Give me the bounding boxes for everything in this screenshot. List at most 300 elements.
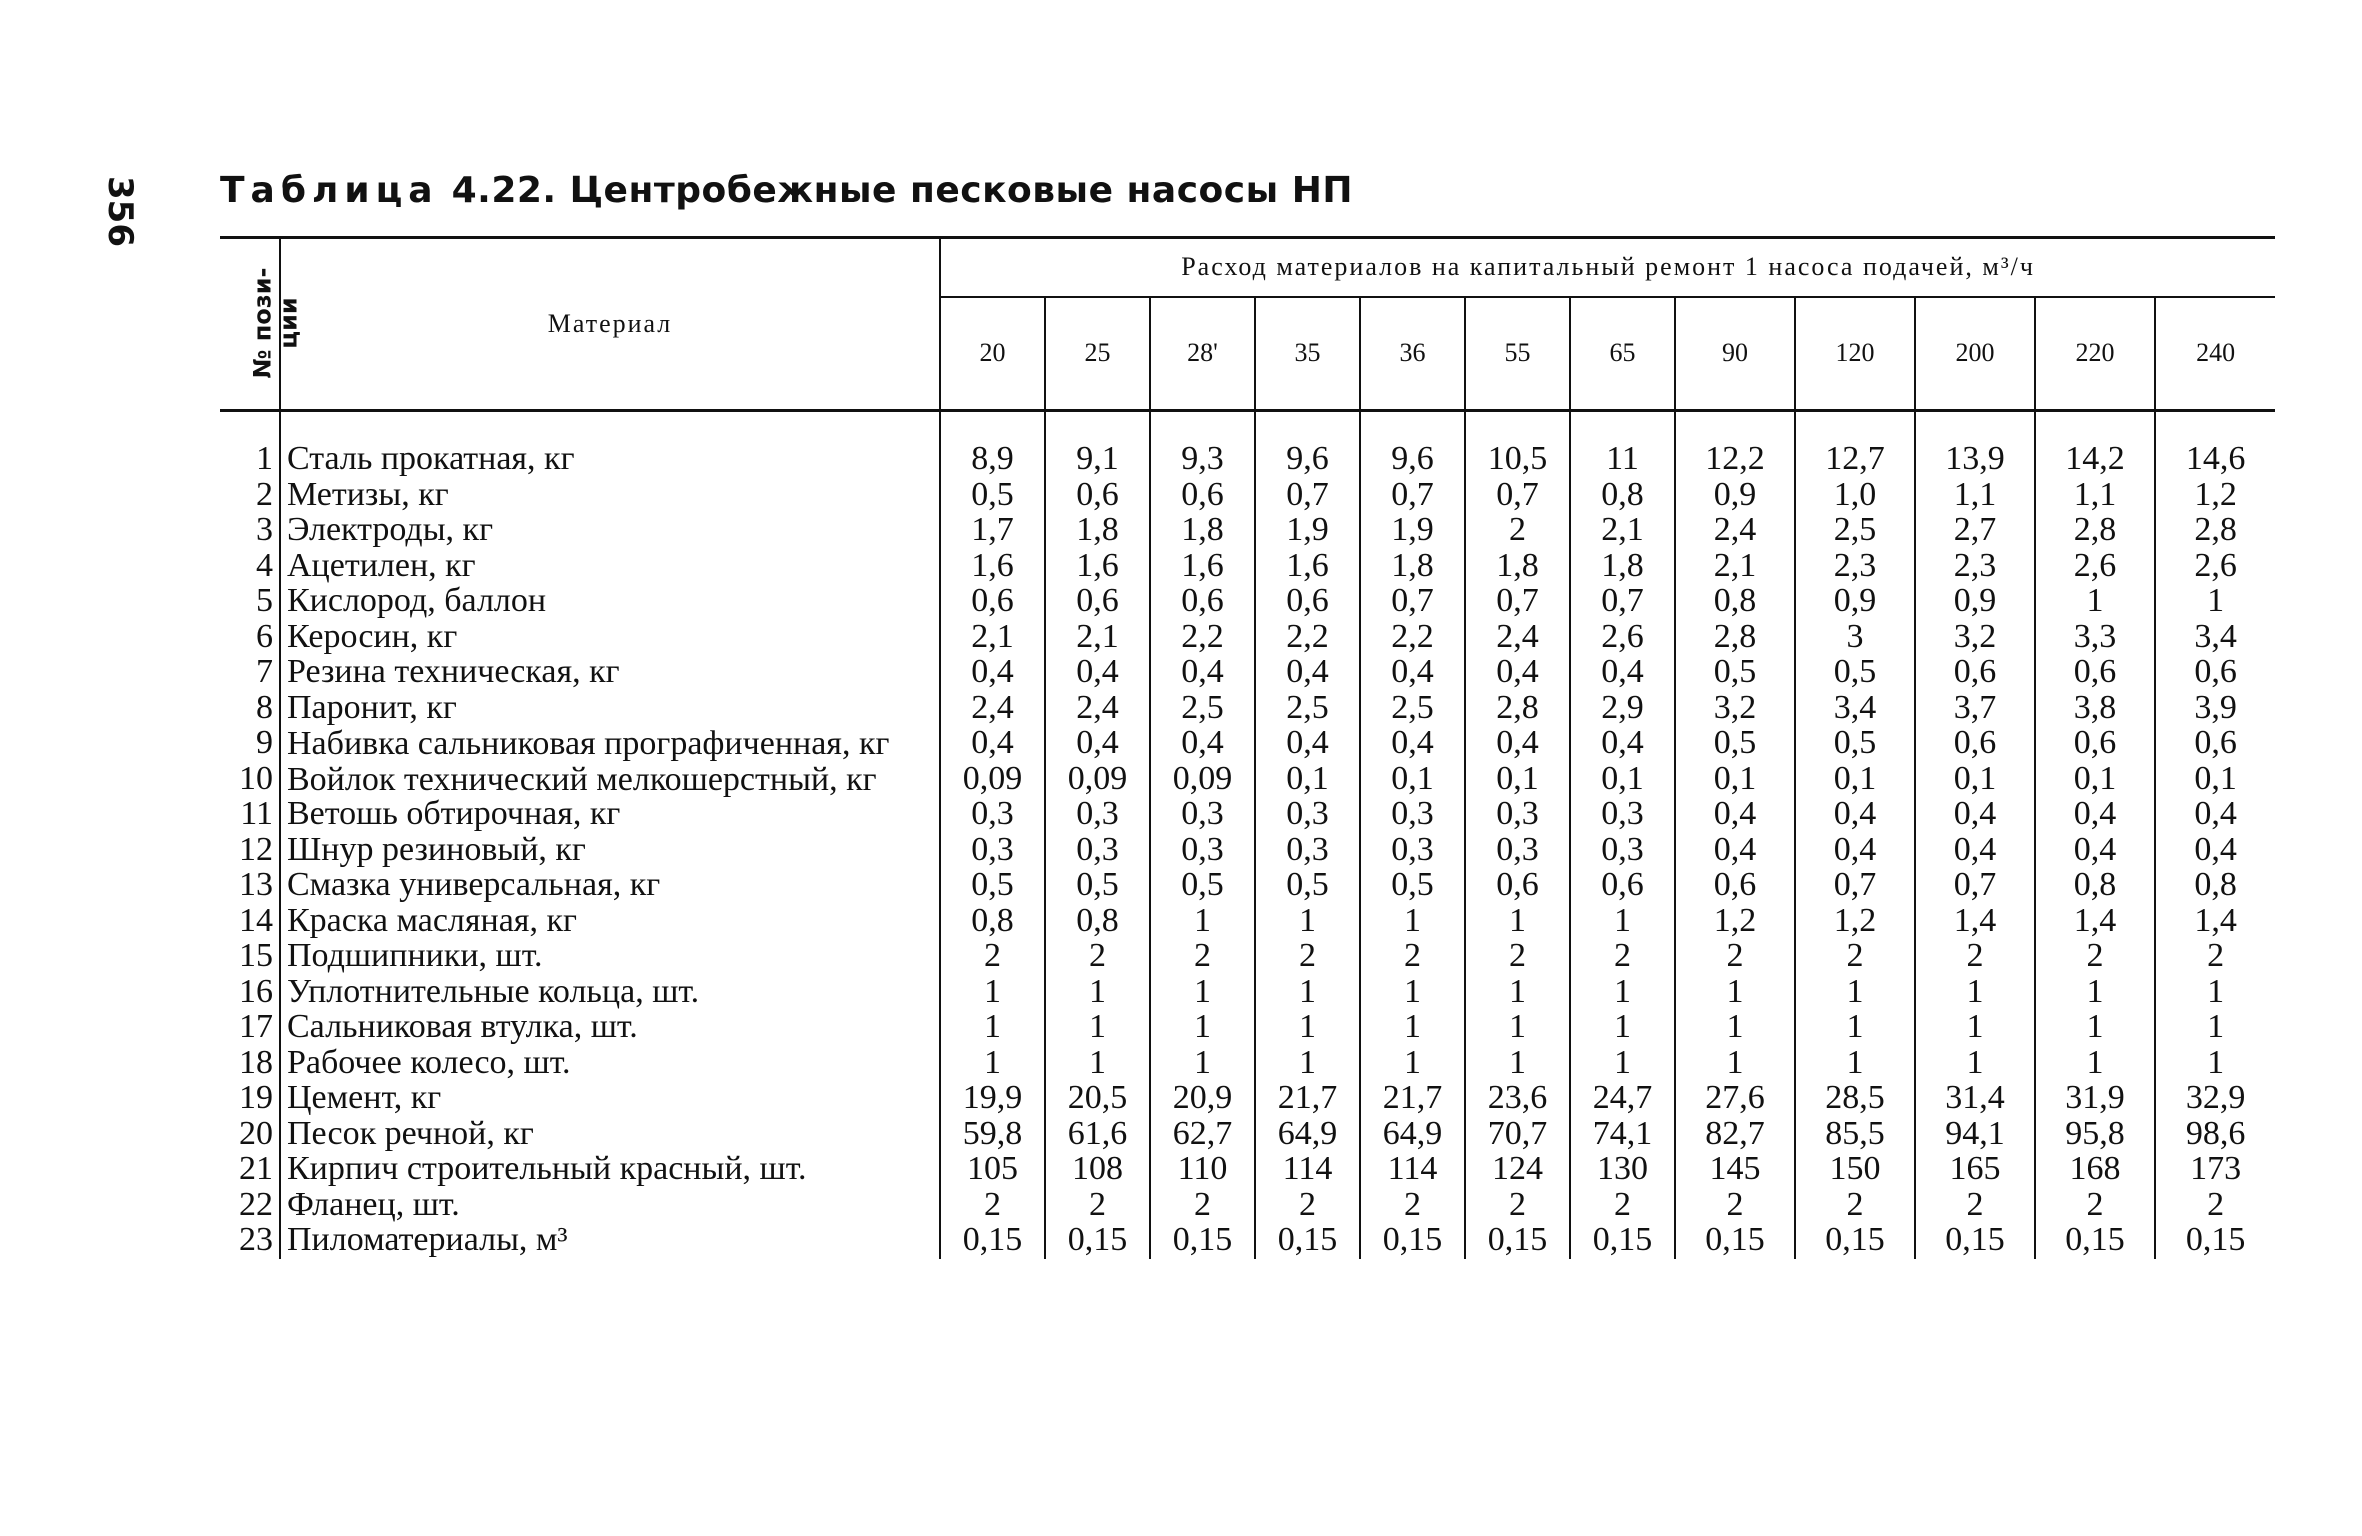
consumption-value: 0,5 [1360, 868, 1465, 904]
position-number: 17 [239, 1008, 273, 1045]
position-header-line1: № пози- [248, 267, 277, 379]
consumption-value: 9,3 [1150, 411, 1255, 478]
consumption-value: 1 [1915, 1046, 2035, 1082]
consumption-value: 64,9 [1360, 1117, 1465, 1153]
table-row [220, 904, 2275, 940]
consumption-value: 0,1 [1465, 762, 1570, 798]
consumption-value: 1 [2035, 975, 2155, 1011]
position-number: 16 [239, 972, 273, 1010]
consumption-value: 0,3 [1045, 797, 1150, 833]
consumption-value: 168 [2035, 1152, 2155, 1188]
material-name: Ветошь обтирочная, кг [280, 797, 940, 833]
consumption-value: 124 [1465, 1152, 1570, 1188]
capacity-column-header: 25 [1045, 297, 1150, 411]
consumption-value: 0,3 [1465, 833, 1570, 869]
table-row [220, 797, 2275, 833]
table-row [220, 411, 2275, 478]
consumption-value: 1 [1360, 1046, 1465, 1082]
consumption-value: 98,6 [2155, 1117, 2275, 1153]
consumption-value: 0,8 [940, 904, 1045, 940]
consumption-value: 0,1 [2035, 762, 2155, 798]
consumption-value: 0,6 [1465, 868, 1570, 904]
consumption-value: 0,3 [1150, 797, 1255, 833]
consumption-value: 0,3 [1045, 833, 1150, 869]
consumption-value: 2 [1570, 939, 1675, 975]
position-number: 4 [256, 546, 273, 584]
consumption-value: 1,9 [1255, 513, 1360, 549]
consumption-value: 0,7 [1360, 478, 1465, 514]
consumption-value: 31,4 [1915, 1081, 2035, 1117]
position-number: 7 [256, 653, 273, 690]
consumption-value: 0,7 [1255, 478, 1360, 514]
consumption-value: 0,9 [1795, 584, 1915, 620]
consumption-value: 1 [1360, 975, 1465, 1011]
consumption-value: 2 [1360, 939, 1465, 975]
material-name: Краска масляная, кг [280, 904, 940, 940]
consumption-value: 0,3 [1360, 797, 1465, 833]
consumption-value: 1 [1360, 1010, 1465, 1046]
consumption-value: 0,15 [2155, 1223, 2275, 1259]
consumption-value: 114 [1360, 1152, 1465, 1188]
consumption-value: 2,5 [1150, 691, 1255, 727]
consumption-value: 2,5 [1795, 513, 1915, 549]
consumption-value: 82,7 [1675, 1117, 1795, 1153]
consumption-value: 0,5 [1795, 726, 1915, 762]
position-number: 11 [240, 795, 273, 832]
table-title-text: 4.22. Центробежные песковые насосы НП [451, 170, 1353, 211]
position-number: 22 [239, 1185, 273, 1223]
consumption-value: 165 [1915, 1152, 2035, 1188]
consumption-value: 3,2 [1915, 620, 2035, 656]
material-name: Подшипники, шт. [280, 939, 940, 975]
consumption-value: 2 [1465, 939, 1570, 975]
consumption-value: 21,7 [1360, 1081, 1465, 1117]
consumption-value: 2 [1360, 1188, 1465, 1224]
consumption-value: 1,8 [1150, 513, 1255, 549]
capacity-column-header: 28' [1150, 297, 1255, 411]
materials-table [220, 236, 2275, 1259]
consumption-value: 1 [1045, 975, 1150, 1011]
table-row [220, 478, 2275, 514]
consumption-value: 19,9 [940, 1081, 1045, 1117]
consumption-value: 0,6 [1915, 655, 2035, 691]
consumption-value: 2,2 [1150, 620, 1255, 656]
consumption-value: 0,7 [1915, 868, 2035, 904]
consumption-value: 1 [1465, 1046, 1570, 1082]
consumption-value: 2 [1045, 939, 1150, 975]
consumption-value: 1,8 [1045, 513, 1150, 549]
consumption-value: 11 [1570, 411, 1675, 478]
consumption-value: 0,4 [1465, 726, 1570, 762]
consumption-value: 1 [2035, 1010, 2155, 1046]
table-row [220, 513, 2275, 549]
consumption-value: 0,5 [1255, 868, 1360, 904]
consumption-value: 14,6 [2155, 411, 2275, 478]
consumption-value: 2 [1150, 939, 1255, 975]
consumption-value: 0,15 [1795, 1223, 1915, 1259]
consumption-value: 0,6 [940, 584, 1045, 620]
consumption-header: Расход материалов на капитальный ремонт 1 насоса подачей, м³/ч [940, 238, 2275, 297]
consumption-value: 0,4 [2035, 797, 2155, 833]
consumption-value: 95,8 [2035, 1117, 2155, 1153]
consumption-value: 3,2 [1675, 691, 1795, 727]
consumption-value: 94,1 [1915, 1117, 2035, 1153]
table-row [220, 584, 2275, 620]
consumption-value: 0,6 [2155, 655, 2275, 691]
consumption-value: 0,3 [1570, 833, 1675, 869]
table-row [220, 655, 2275, 691]
position-number: 13 [239, 866, 273, 903]
consumption-value: 1,2 [2155, 478, 2275, 514]
consumption-value: 0,4 [2155, 797, 2275, 833]
consumption-value: 2,8 [1675, 620, 1795, 656]
consumption-value: 0,6 [2155, 726, 2275, 762]
table-row [220, 868, 2275, 904]
consumption-value: 0,8 [1045, 904, 1150, 940]
consumption-value: 27,6 [1675, 1081, 1795, 1117]
consumption-value: 2,1 [1045, 620, 1150, 656]
consumption-value: 64,9 [1255, 1117, 1360, 1153]
consumption-value: 2,1 [1675, 549, 1795, 585]
capacity-column-header: 220 [2035, 297, 2155, 411]
table-row [220, 620, 2275, 656]
consumption-value: 20,5 [1045, 1081, 1150, 1117]
consumption-value: 1,8 [1465, 549, 1570, 585]
material-name: Набивка сальниковая прографиченная, кг [280, 726, 940, 762]
consumption-value: 0,4 [1570, 726, 1675, 762]
consumption-value: 0,15 [1150, 1223, 1255, 1259]
consumption-value: 110 [1150, 1152, 1255, 1188]
consumption-value: 0,7 [1465, 478, 1570, 514]
consumption-value: 108 [1045, 1152, 1150, 1188]
consumption-value: 21,7 [1255, 1081, 1360, 1117]
consumption-value: 0,1 [1570, 762, 1675, 798]
consumption-value: 0,3 [940, 833, 1045, 869]
consumption-value: 0,6 [2035, 655, 2155, 691]
consumption-value: 2 [1675, 1188, 1795, 1224]
consumption-value: 1,0 [1795, 478, 1915, 514]
consumption-value: 10,5 [1465, 411, 1570, 478]
consumption-value: 0,4 [1255, 655, 1360, 691]
position-number: 1 [256, 440, 273, 477]
consumption-value: 3,4 [2155, 620, 2275, 656]
table-body [220, 411, 2275, 1259]
consumption-value: 0,4 [2155, 833, 2275, 869]
consumption-value: 0,7 [1795, 868, 1915, 904]
position-number: 8 [256, 688, 273, 726]
consumption-value: 2,6 [2035, 549, 2155, 585]
consumption-value: 0,15 [1045, 1223, 1150, 1259]
table-title [220, 170, 1353, 211]
consumption-value: 0,1 [2155, 762, 2275, 798]
table-row [220, 1117, 2275, 1153]
position-header-line2: ции [274, 297, 303, 349]
consumption-value: 2 [1150, 1188, 1255, 1224]
consumption-value: 0,1 [1360, 762, 1465, 798]
consumption-value: 0,1 [1675, 762, 1795, 798]
consumption-value: 0,7 [1360, 584, 1465, 620]
material-name: Метизы, кг [280, 478, 940, 514]
consumption-value: 0,6 [1255, 584, 1360, 620]
capacity-column-header: 36 [1360, 297, 1465, 411]
consumption-value: 0,15 [2035, 1223, 2155, 1259]
material-name: Пиломатериалы, м³ [280, 1223, 940, 1259]
consumption-value: 3 [1795, 620, 1915, 656]
consumption-value: 1,8 [1570, 549, 1675, 585]
table-row [220, 939, 2275, 975]
consumption-value: 0,15 [1570, 1223, 1675, 1259]
capacity-column-header: 120 [1795, 297, 1915, 411]
table-row [220, 691, 2275, 727]
consumption-value: 3,9 [2155, 691, 2275, 727]
consumption-value: 9,6 [1255, 411, 1360, 478]
material-name: Уплотнительные кольца, шт. [280, 975, 940, 1011]
consumption-value: 0,09 [1045, 762, 1150, 798]
table-row [220, 549, 2275, 585]
consumption-value: 1,1 [1915, 478, 2035, 514]
consumption-value: 1 [1675, 1046, 1795, 1082]
consumption-value: 2 [1915, 1188, 2035, 1224]
consumption-value: 2 [1795, 1188, 1915, 1224]
consumption-value: 2 [2035, 939, 2155, 975]
material-name: Войлок технический мелкошерстный, кг [280, 762, 940, 798]
consumption-value: 1,6 [1255, 549, 1360, 585]
position-number: 20 [239, 1114, 273, 1152]
consumption-value: 3,7 [1915, 691, 2035, 727]
consumption-value: 2 [940, 1188, 1045, 1224]
consumption-value: 0,5 [1150, 868, 1255, 904]
material-name: Шнур резиновый, кг [280, 833, 940, 869]
table-row [220, 975, 2275, 1011]
consumption-value: 1 [2155, 975, 2275, 1011]
consumption-value: 1 [1915, 975, 2035, 1011]
consumption-value: 0,6 [1045, 478, 1150, 514]
consumption-value: 1 [1150, 1046, 1255, 1082]
consumption-value: 0,6 [1150, 584, 1255, 620]
consumption-value: 74,1 [1570, 1117, 1675, 1153]
consumption-value: 2,1 [1570, 513, 1675, 549]
consumption-value: 2,2 [1360, 620, 1465, 656]
consumption-value: 0,4 [1360, 655, 1465, 691]
consumption-value: 2,8 [1465, 691, 1570, 727]
table-title-lead: Таблица [220, 170, 439, 211]
consumption-value: 150 [1795, 1152, 1915, 1188]
material-name: Керосин, кг [280, 620, 940, 656]
consumption-value: 0,09 [940, 762, 1045, 798]
consumption-value: 0,4 [1045, 655, 1150, 691]
consumption-value: 1 [1150, 1010, 1255, 1046]
consumption-value: 0,4 [1570, 655, 1675, 691]
consumption-value: 0,1 [1255, 762, 1360, 798]
consumption-value: 0,15 [940, 1223, 1045, 1259]
consumption-value: 1,7 [940, 513, 1045, 549]
table-row [220, 762, 2275, 798]
consumption-value: 0,1 [1795, 762, 1915, 798]
consumption-value: 0,4 [940, 726, 1045, 762]
table-row [220, 726, 2275, 762]
consumption-value: 0,8 [2035, 868, 2155, 904]
consumption-value: 2,8 [2035, 513, 2155, 549]
material-name: Паронит, кг [280, 691, 940, 727]
material-name: Смазка универсальная, кг [280, 868, 940, 904]
position-number: 10 [239, 759, 273, 797]
consumption-value: 0,4 [1045, 726, 1150, 762]
consumption-value: 2,4 [1675, 513, 1795, 549]
consumption-value: 0,5 [940, 478, 1045, 514]
consumption-value: 2 [1570, 1188, 1675, 1224]
consumption-value: 2 [1465, 1188, 1570, 1224]
consumption-value: 173 [2155, 1152, 2275, 1188]
position-number: 18 [239, 1043, 273, 1081]
material-name: Цемент, кг [280, 1081, 940, 1117]
consumption-value: 70,7 [1465, 1117, 1570, 1153]
consumption-value: 1 [1675, 1010, 1795, 1046]
table-row [220, 1188, 2275, 1224]
consumption-value: 0,6 [1045, 584, 1150, 620]
consumption-value: 2,9 [1570, 691, 1675, 727]
consumption-value: 1,1 [2035, 478, 2155, 514]
consumption-value: 0,4 [1795, 833, 1915, 869]
consumption-value: 2,4 [1465, 620, 1570, 656]
consumption-value: 2,6 [2155, 549, 2275, 585]
table-row [220, 1046, 2275, 1082]
consumption-value: 23,6 [1465, 1081, 1570, 1117]
consumption-value: 2 [2035, 1188, 2155, 1224]
consumption-value: 1 [2155, 1010, 2275, 1046]
consumption-value: 62,7 [1150, 1117, 1255, 1153]
consumption-value: 0,15 [1255, 1223, 1360, 1259]
consumption-value: 2,6 [1570, 620, 1675, 656]
position-number: 19 [239, 1079, 273, 1116]
table-row [220, 1010, 2275, 1046]
consumption-value: 1 [2035, 1046, 2155, 1082]
consumption-value: 24,7 [1570, 1081, 1675, 1117]
consumption-value: 0,4 [1150, 726, 1255, 762]
consumption-value: 2 [1795, 939, 1915, 975]
consumption-value: 2,1 [940, 620, 1045, 656]
capacity-column-header: 65 [1570, 297, 1675, 411]
consumption-value: 1 [940, 1046, 1045, 1082]
consumption-value: 1 [1465, 1010, 1570, 1046]
material-name: Фланец, шт. [280, 1188, 940, 1224]
consumption-value: 1,6 [940, 549, 1045, 585]
consumption-value: 2 [1255, 939, 1360, 975]
consumption-value: 0,5 [1795, 655, 1915, 691]
consumption-value: 0,6 [1915, 726, 2035, 762]
consumption-value: 0,4 [1360, 726, 1465, 762]
consumption-value: 2,5 [1360, 691, 1465, 727]
consumption-value: 0,3 [1465, 797, 1570, 833]
consumption-value: 0,3 [1255, 833, 1360, 869]
consumption-value: 1 [2155, 584, 2275, 620]
consumption-value: 2,2 [1255, 620, 1360, 656]
consumption-value: 1 [1675, 975, 1795, 1011]
consumption-value: 0,4 [2035, 833, 2155, 869]
consumption-value: 0,4 [1675, 833, 1795, 869]
consumption-value: 0,6 [1150, 478, 1255, 514]
consumption-value: 145 [1675, 1152, 1795, 1188]
consumption-value: 0,7 [1570, 584, 1675, 620]
position-number: 14 [239, 901, 273, 939]
consumption-value: 1 [1570, 904, 1675, 940]
position-number: 9 [256, 724, 273, 761]
consumption-value: 85,5 [1795, 1117, 1915, 1153]
consumption-value: 0,15 [1915, 1223, 2035, 1259]
consumption-value: 0,3 [1570, 797, 1675, 833]
material-name: Электроды, кг [280, 513, 940, 549]
consumption-value: 0,3 [1360, 833, 1465, 869]
capacity-column-header: 35 [1255, 297, 1360, 411]
consumption-value: 1 [1045, 1046, 1150, 1082]
position-number: 6 [256, 617, 273, 655]
consumption-value: 2 [1915, 939, 2035, 975]
consumption-value: 0,4 [1255, 726, 1360, 762]
consumption-value: 1 [940, 975, 1045, 1011]
material-name: Сталь прокатная, кг [280, 411, 940, 478]
consumption-value: 3,4 [1795, 691, 1915, 727]
consumption-value: 0,3 [940, 797, 1045, 833]
consumption-value: 0,4 [1915, 797, 2035, 833]
consumption-value: 59,8 [940, 1117, 1045, 1153]
consumption-value: 0,9 [1675, 478, 1795, 514]
consumption-value: 1 [1255, 975, 1360, 1011]
material-name: Сальниковая втулка, шт. [280, 1010, 940, 1046]
consumption-value: 2 [1675, 939, 1795, 975]
consumption-value: 0,5 [1675, 655, 1795, 691]
consumption-value: 1 [1150, 975, 1255, 1011]
consumption-value: 0,3 [1150, 833, 1255, 869]
consumption-value: 2,4 [940, 691, 1045, 727]
consumption-value: 1 [1150, 904, 1255, 940]
capacity-column-header: 200 [1915, 297, 2035, 411]
consumption-value: 28,5 [1795, 1081, 1915, 1117]
consumption-value: 0,5 [1675, 726, 1795, 762]
capacity-column-header: 90 [1675, 297, 1795, 411]
position-number: 21 [239, 1150, 273, 1187]
consumption-value: 2,8 [2155, 513, 2275, 549]
position-number: 12 [239, 830, 273, 868]
consumption-value: 1,9 [1360, 513, 1465, 549]
page-number: 356 [100, 176, 140, 247]
table-row [220, 1152, 2275, 1188]
consumption-value: 0,4 [1915, 833, 2035, 869]
material-name: Ацетилен, кг [280, 549, 940, 585]
consumption-value: 1,8 [1360, 549, 1465, 585]
consumption-value: 1 [1795, 975, 1915, 1011]
consumption-value: 1 [1915, 1010, 2035, 1046]
consumption-value: 0,6 [1675, 868, 1795, 904]
consumption-value: 0,8 [2155, 868, 2275, 904]
consumption-value: 8,9 [940, 411, 1045, 478]
consumption-value: 31,9 [2035, 1081, 2155, 1117]
consumption-value: 1,4 [1915, 904, 2035, 940]
consumption-value: 0,7 [1465, 584, 1570, 620]
consumption-value: 1 [1255, 1046, 1360, 1082]
consumption-value: 0,5 [940, 868, 1045, 904]
consumption-value: 2 [1465, 513, 1570, 549]
consumption-value: 0,6 [1570, 868, 1675, 904]
consumption-value: 130 [1570, 1152, 1675, 1188]
consumption-value: 1 [1570, 975, 1675, 1011]
consumption-value: 1,6 [1045, 549, 1150, 585]
consumption-value: 2 [940, 939, 1045, 975]
consumption-value: 9,1 [1045, 411, 1150, 478]
consumption-value: 3,8 [2035, 691, 2155, 727]
consumption-value: 1 [2035, 584, 2155, 620]
consumption-value: 1 [1255, 1010, 1360, 1046]
table-row [220, 833, 2275, 869]
consumption-value: 9,6 [1360, 411, 1465, 478]
